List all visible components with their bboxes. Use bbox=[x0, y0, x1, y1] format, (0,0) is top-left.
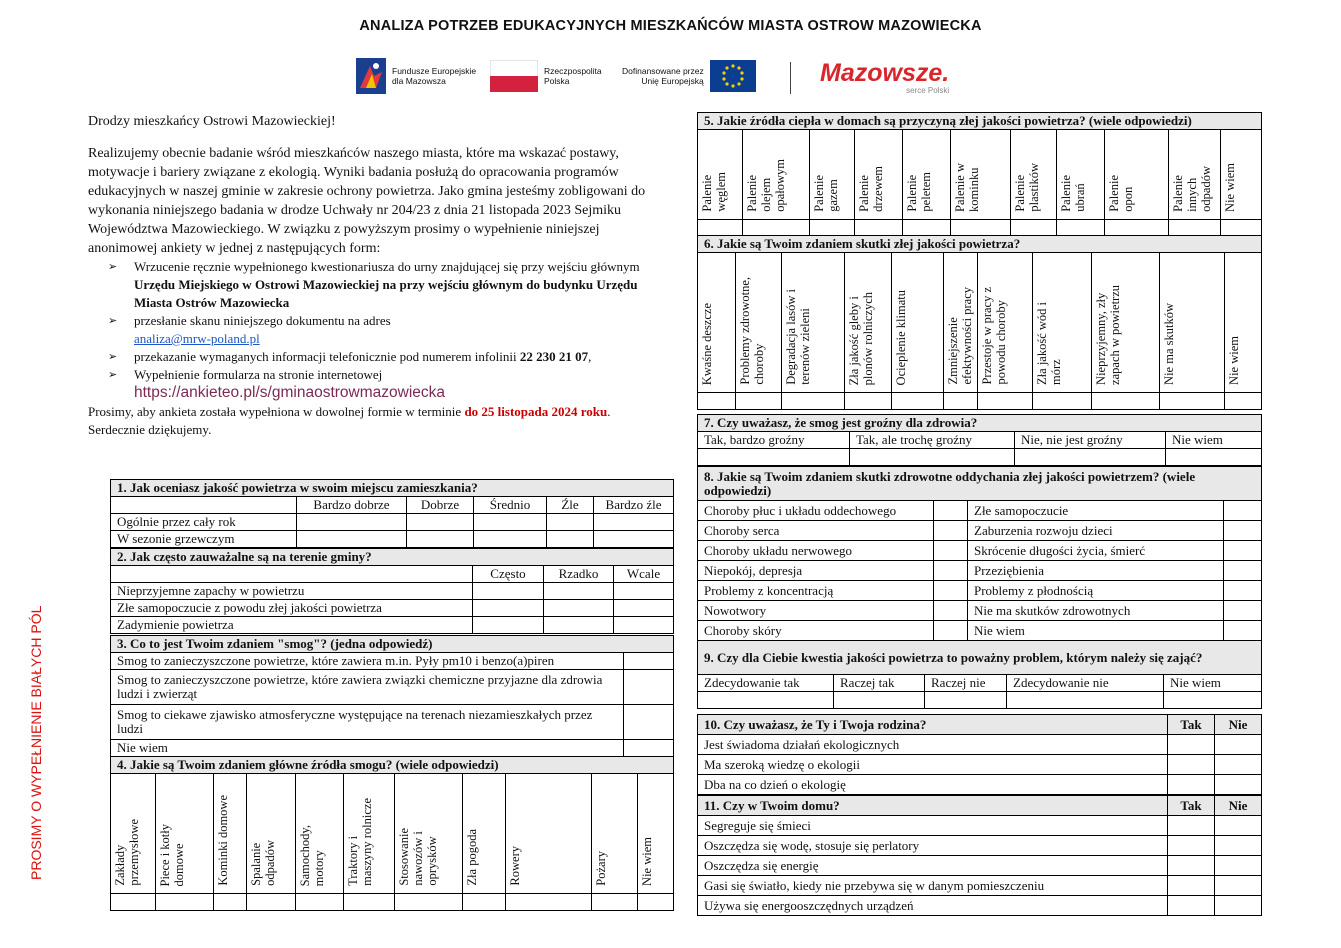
answer-cell[interactable] bbox=[1015, 449, 1166, 466]
answer-cell[interactable] bbox=[1224, 501, 1262, 521]
greeting: Drodzy mieszkańcy Ostrowi Mazowieckiej! bbox=[88, 114, 336, 129]
q6-col: Nie wiem bbox=[1227, 336, 1241, 385]
q6-title: 6. Jakie są Twoim zdaniem skutki złej jakości powietrza? bbox=[698, 236, 1262, 253]
q10-table bbox=[697, 714, 1262, 795]
table-row: Używa się energooszczędnych urządzeń bbox=[698, 896, 1262, 916]
table-row: Ogólnie przez cały rok bbox=[111, 514, 674, 531]
q1-title: 1. Jak oceniasz jakość powietrza w swoim miejscu zamieszkania? bbox=[111, 480, 674, 497]
answer-cell[interactable] bbox=[506, 894, 592, 911]
table-row: Oszczędza się energię bbox=[698, 856, 1262, 876]
q1-col: Dobrze bbox=[407, 497, 474, 514]
answer-cell[interactable] bbox=[855, 220, 903, 237]
q9-option: Raczej tak bbox=[834, 675, 925, 692]
eu-flag-icon bbox=[710, 60, 756, 92]
q5-col: Palenie plastików bbox=[1013, 163, 1041, 212]
answer-cell[interactable] bbox=[473, 600, 544, 617]
answer-row bbox=[698, 220, 1262, 237]
fe-flag-icon bbox=[356, 58, 386, 94]
answer-cell[interactable] bbox=[624, 705, 674, 740]
q3-table bbox=[110, 635, 674, 757]
table-row: Gasi się światło, kiedy nie przebywa się w danym pomieszczeniu bbox=[698, 876, 1262, 896]
q8-table bbox=[697, 466, 1262, 641]
answer-cell[interactable] bbox=[1215, 896, 1262, 916]
q5-col: Palenie węglem bbox=[700, 172, 728, 212]
table-row: Nieprzyjemne zapachy w powietrzu bbox=[111, 583, 674, 600]
logo-bar bbox=[356, 58, 996, 98]
table-row: Nie wiem bbox=[111, 740, 674, 757]
answer-cell[interactable] bbox=[1011, 220, 1057, 237]
table-row: Jest świadoma działań ekologicznych bbox=[698, 735, 1262, 755]
answer-cell[interactable] bbox=[698, 449, 850, 466]
answer-cell[interactable] bbox=[547, 531, 594, 548]
table-row: Nowotwory Nie ma skutków zdrowotnych bbox=[698, 601, 1262, 621]
answer-cell[interactable] bbox=[951, 220, 1011, 237]
answer-cell[interactable] bbox=[698, 393, 736, 410]
table-row: Segreguje się śmieci bbox=[698, 816, 1262, 836]
answer-cell[interactable] bbox=[1092, 393, 1160, 410]
answer-row bbox=[698, 449, 1262, 466]
answer-cell[interactable] bbox=[698, 220, 743, 237]
answer-cell[interactable] bbox=[1215, 775, 1262, 795]
arrow-bullet-icon: ➢ bbox=[108, 261, 118, 273]
answer-cell[interactable] bbox=[1224, 521, 1262, 541]
q4-title: 4. Jakie są Twoim zdaniem główne źródła smogu? (wiele odpowiedzi) bbox=[111, 757, 674, 774]
answer-cell[interactable] bbox=[1007, 692, 1164, 709]
answer-cell[interactable] bbox=[624, 740, 674, 757]
answer-cell[interactable] bbox=[395, 894, 463, 911]
q4-col: Stosowanie nawozów i oprysków bbox=[397, 828, 439, 886]
answer-cell[interactable] bbox=[934, 541, 968, 561]
answer-cell[interactable] bbox=[1033, 393, 1092, 410]
survey-link[interactable]: https://ankieteo.pl/s/gminaostrowmazowiecka bbox=[134, 384, 446, 401]
answer-cell[interactable] bbox=[463, 894, 506, 911]
answer-cell[interactable] bbox=[544, 617, 614, 634]
q9-option: Zdecydowanie nie bbox=[1007, 675, 1164, 692]
answer-cell[interactable] bbox=[407, 514, 474, 531]
q11-table bbox=[697, 795, 1262, 916]
q1-col: Średnio bbox=[474, 497, 547, 514]
intro-body: Realizujemy obecnie badanie wśród mieszkańców naszego miasta, które ma wskazać postawy, motywacje i bariery związane z ekologią. Wyniki badania posłużą do opracowania programów edukacyjnych w naszej gminie w zakresie ochrony powietrza. Jako gmina jesteśmy zobligowani do wykonania niniejszego badania w drodze Uchwały nr 204/23 z dnia 21 listopada 2023 Sejmiku Województwa Mazowieckiego. W związku z powyższym prosimy o wypełnienie niniejszej anonimowej ankiety w jednej z następujących form: bbox=[88, 146, 646, 256]
answer-cell[interactable] bbox=[1168, 876, 1215, 896]
q4-col: Spalanie odpadów bbox=[249, 840, 277, 886]
answer-cell[interactable] bbox=[1224, 561, 1262, 581]
table-row: Choroby skóry Nie wiem bbox=[698, 621, 1262, 641]
q5-col: Palenie olejem opałowym bbox=[745, 159, 787, 212]
answer-cell[interactable] bbox=[934, 601, 968, 621]
table-row: Oszczędza się wodę, stosuje się perlatory bbox=[698, 836, 1262, 856]
q4-col: Samochody, motory bbox=[298, 824, 326, 886]
answer-cell[interactable] bbox=[736, 393, 782, 410]
table-row: Choroby serca Zaburzenia rozwoju dzieci bbox=[698, 521, 1262, 541]
q7-title: 7. Czy uważasz, że smog jest groźny dla zdrowia? bbox=[698, 415, 1262, 432]
side-instruction: PROSIMY O WYPEŁNIENIE BIAŁYCH PÓL bbox=[28, 605, 44, 880]
answer-cell[interactable] bbox=[810, 220, 855, 237]
table-row: Smog to zanieczyszczone powietrze, które zawiera związki chemiczne przyjazne dla zdrowia ludzi i zwierząt bbox=[111, 670, 674, 705]
table-row: Smog to zanieczyszczone powietrze, które zawiera m.in. Pyły pm10 i benzo(a)piren bbox=[111, 653, 674, 670]
q1-table bbox=[110, 479, 674, 548]
q9-title: 9. Czy dla Ciebie kwestia jakości powietrza to poważny problem, którym należy się zająć? bbox=[698, 641, 1262, 675]
answer-cell[interactable] bbox=[624, 653, 674, 670]
answer-cell[interactable] bbox=[934, 501, 968, 521]
answer-cell[interactable] bbox=[698, 692, 834, 709]
no-header: Nie bbox=[1215, 796, 1262, 816]
q9-option: Raczej nie bbox=[925, 675, 1007, 692]
answer-cell[interactable] bbox=[845, 393, 892, 410]
q6-col: Zła jakość gleby i plonów rolniczych bbox=[847, 291, 875, 385]
answer-cell[interactable] bbox=[594, 514, 674, 531]
table-row: Choroby płuc i układu oddechowego Złe samopoczucie bbox=[698, 501, 1262, 521]
answer-cell[interactable] bbox=[850, 449, 1015, 466]
table-row: Dba na co dzień o ekologię bbox=[698, 775, 1262, 795]
answer-cell[interactable] bbox=[1057, 220, 1105, 237]
q5-col: Palenie w kominku bbox=[953, 163, 981, 212]
arrow-bullet-icon: ➢ bbox=[108, 369, 118, 381]
answer-row bbox=[111, 894, 674, 911]
answer-cell[interactable] bbox=[1166, 449, 1262, 466]
document-title: ANALIZA POTRZEB EDUKACYJNYCH MIESZKAŃCÓW MIASTA OSTROW MAZOWIECKA bbox=[359, 18, 982, 34]
answer-cell[interactable] bbox=[782, 393, 845, 410]
no-header: Nie bbox=[1215, 715, 1262, 735]
q6-col: Nie ma skutków bbox=[1162, 303, 1176, 385]
q4-col: Zakłady przemysłowe bbox=[113, 819, 141, 886]
method-phone: ➢ przekazanie wymaganych informacji telefonicznie pod numerem infolinii 22 230 21 07, bbox=[108, 349, 592, 364]
q5-col: Palenie drzewem bbox=[857, 166, 885, 212]
q1-col: Bardzo źle bbox=[594, 497, 674, 514]
q8-title: 8. Jakie są Twoim zdaniem skutki zdrowotne oddychania złej jakości powietrzem? (wiele odpowiedzi) bbox=[698, 467, 1262, 501]
arrow-bullet-icon: ➢ bbox=[108, 351, 118, 363]
q7-table bbox=[697, 414, 1262, 466]
q5-col: Palenie ubrań bbox=[1059, 175, 1087, 212]
mazowsze-logo: Mazowsze. serce Polski bbox=[820, 59, 950, 95]
yes-header: Tak bbox=[1168, 796, 1215, 816]
answer-cell[interactable] bbox=[614, 600, 674, 617]
table-row: Ma szeroką wiedzę o ekologii bbox=[698, 755, 1262, 775]
q5-table bbox=[697, 112, 1262, 237]
answer-cell[interactable] bbox=[925, 692, 1007, 709]
answer-cell[interactable] bbox=[1105, 220, 1169, 237]
q9-option: Zdecydowanie tak bbox=[698, 675, 834, 692]
q4-col: Traktory i maszyny rolnicze bbox=[346, 798, 374, 886]
q2-table bbox=[110, 548, 674, 634]
answer-cell[interactable] bbox=[594, 531, 674, 548]
q9-option: Nie wiem bbox=[1164, 675, 1262, 692]
answer-cell[interactable] bbox=[1160, 393, 1225, 410]
q6-col: Zmniejszenie efektywności pracy bbox=[946, 287, 974, 385]
answer-cell[interactable] bbox=[474, 531, 547, 548]
answer-cell[interactable] bbox=[834, 692, 925, 709]
answer-cell[interactable] bbox=[1168, 896, 1215, 916]
answer-cell[interactable] bbox=[1168, 755, 1215, 775]
closing: Prosimy, aby ankieta została wypełniona w dowolnej formie w terminie do 25 listopada 2024 roku. Serdecznie dziękujemy. bbox=[88, 404, 611, 437]
table-row: Choroby układu nerwowego Skrócenie długości życia, śmierć bbox=[698, 541, 1262, 561]
answer-cell[interactable] bbox=[547, 514, 594, 531]
answer-cell[interactable] bbox=[934, 581, 968, 601]
answer-cell[interactable] bbox=[1224, 581, 1262, 601]
rp-logo: Rzeczpospolita Polska bbox=[490, 60, 602, 92]
pl-flag-icon bbox=[490, 60, 538, 92]
answer-cell[interactable] bbox=[1225, 393, 1262, 410]
q7-option: Tak, ale trochę groźny bbox=[850, 432, 1015, 449]
method-web: ➢ Wypełnienie formularza na stronie internetowej https://ankieteo.pl/s/gminaostrowmazowiecka bbox=[108, 367, 446, 401]
answer-cell[interactable] bbox=[1215, 755, 1262, 775]
answer-cell[interactable] bbox=[614, 617, 674, 634]
answer-cell[interactable] bbox=[296, 894, 344, 911]
answer-cell[interactable] bbox=[903, 220, 951, 237]
answer-cell[interactable] bbox=[1224, 621, 1262, 641]
answer-cell[interactable] bbox=[624, 670, 674, 705]
arrow-bullet-icon: ➢ bbox=[108, 315, 118, 327]
q6-col: Problemy zdrowotne, choroby bbox=[738, 277, 766, 385]
q4-col: Nie wiem bbox=[640, 837, 654, 886]
answer-cell[interactable] bbox=[1224, 541, 1262, 561]
answer-cell[interactable] bbox=[1168, 735, 1215, 755]
answer-cell[interactable] bbox=[111, 894, 156, 911]
answer-cell[interactable] bbox=[1224, 601, 1262, 621]
method-urn: ➢ Wrzucenie ręcznie wypełnionego kwestionariusza do urny znajdującej się przy wejściu głównym Urzędu Miejskiego w Ostrowi Mazowieckiej na przy wejściu głównym do budynku Urzędu Miasta Ostrów Mazowiecka bbox=[108, 259, 640, 310]
table-row: W sezonie grzewczym bbox=[111, 531, 674, 548]
answer-cell[interactable] bbox=[934, 561, 968, 581]
q4-table bbox=[110, 756, 674, 911]
q4-col: Kominki domowe bbox=[216, 795, 230, 886]
table-row: Smog to ciekawe zjawisko atmosferyczne występujące na terenach niezamieszkałych przez ludzi bbox=[111, 705, 674, 740]
q1-col: Bardzo dobrze bbox=[297, 497, 407, 514]
answer-cell[interactable] bbox=[743, 220, 810, 237]
email-link[interactable]: analiza@mrw-poland.pl bbox=[134, 331, 260, 346]
q3-title: 3. Co to jest Twoim zdaniem "smog"? (jedna odpowiedź) bbox=[111, 636, 674, 653]
answer-cell[interactable] bbox=[1164, 692, 1262, 709]
answer-cell[interactable] bbox=[473, 583, 544, 600]
answer-cell[interactable] bbox=[156, 894, 214, 911]
q6-col: Degradacja lasów i terenów zieleni bbox=[784, 289, 812, 385]
q6-col: Ocieplenie klimatu bbox=[894, 289, 908, 385]
q2-title: 2. Jak często zauważalne są na terenie gminy? bbox=[111, 549, 674, 566]
answer-cell[interactable] bbox=[934, 521, 968, 541]
answer-row bbox=[698, 393, 1262, 410]
answer-cell[interactable] bbox=[614, 583, 674, 600]
answer-cell[interactable] bbox=[1215, 836, 1262, 856]
answer-cell[interactable] bbox=[1168, 836, 1215, 856]
q6-col: Nieprzyjemny, zły zapach w powietrzu bbox=[1094, 285, 1122, 385]
q4-col: Rowery bbox=[508, 846, 522, 886]
answer-cell[interactable] bbox=[978, 393, 1033, 410]
q1-col: Źle bbox=[547, 497, 594, 514]
q5-col: Palenie peletem bbox=[905, 172, 933, 212]
table-row: Złe samopoczucie z powodu złej jakości powietrza bbox=[111, 600, 674, 617]
submission-methods bbox=[88, 258, 653, 402]
q4-col: Zła pogoda bbox=[465, 829, 479, 886]
method-email: ➢ przesłanie skanu niniejszego dokumentu na adres analiza@mrw-poland.pl bbox=[108, 313, 391, 346]
answer-cell[interactable] bbox=[344, 894, 395, 911]
table-row: Problemy z koncentracją Problemy z płodnością bbox=[698, 581, 1262, 601]
answer-cell[interactable] bbox=[297, 531, 407, 548]
q9-table bbox=[697, 640, 1262, 709]
answer-cell[interactable] bbox=[638, 894, 674, 911]
answer-cell[interactable] bbox=[934, 621, 968, 641]
answer-cell[interactable] bbox=[474, 514, 547, 531]
answer-cell[interactable] bbox=[544, 583, 614, 600]
logo-divider bbox=[790, 62, 791, 94]
ue-logo: Dofinansowane przez Unię Europejską bbox=[622, 60, 756, 92]
q6-col: Zła jakość wód i mórz bbox=[1035, 302, 1063, 385]
q5-col: Palenie innych odpadów bbox=[1171, 166, 1213, 212]
table-row: Zadymienie powietrza bbox=[111, 617, 674, 634]
answer-row bbox=[698, 692, 1262, 709]
answer-cell[interactable] bbox=[247, 894, 296, 911]
answer-cell[interactable] bbox=[1221, 220, 1262, 237]
answer-cell[interactable] bbox=[944, 393, 978, 410]
q7-option: Nie, nie jest groźny bbox=[1015, 432, 1166, 449]
q2-col: Rzadko bbox=[544, 566, 614, 583]
q4-col: Piece i kotły domowe bbox=[158, 823, 186, 886]
answer-cell[interactable] bbox=[1215, 876, 1262, 896]
fe-logo: Fundusze Europejskie dla Mazowsza bbox=[356, 58, 476, 94]
answer-cell[interactable] bbox=[1215, 856, 1262, 876]
answer-cell[interactable] bbox=[1169, 220, 1221, 237]
answer-cell[interactable] bbox=[297, 514, 407, 531]
q6-table bbox=[697, 235, 1262, 410]
q2-col: Wcale bbox=[614, 566, 674, 583]
q11-title: 11. Czy w Twoim domu? bbox=[698, 796, 1168, 816]
q5-col: Palenie opon bbox=[1107, 175, 1135, 212]
answer-cell[interactable] bbox=[544, 600, 614, 617]
intro-section bbox=[88, 112, 653, 439]
answer-cell[interactable] bbox=[892, 393, 944, 410]
answer-cell[interactable] bbox=[1168, 775, 1215, 795]
yes-header: Tak bbox=[1168, 715, 1215, 735]
answer-cell[interactable] bbox=[592, 894, 638, 911]
answer-cell[interactable] bbox=[1168, 856, 1215, 876]
answer-cell[interactable] bbox=[1168, 816, 1215, 836]
answer-cell[interactable] bbox=[473, 617, 544, 634]
q5-col: Nie wiem bbox=[1223, 163, 1237, 212]
q10-title: 10. Czy uważasz, że Ty i Twoja rodzina? bbox=[698, 715, 1168, 735]
q2-col: Często bbox=[473, 566, 544, 583]
table-row: Niepokój, depresja Przeziębienia bbox=[698, 561, 1262, 581]
q6-col: Przestoje w pracy z powodu choroby bbox=[980, 287, 1008, 385]
q5-title: 5. Jakie źródła ciepła w domach są przyczyną złej jakości powietrza? (wiele odpowiedzi) bbox=[698, 113, 1262, 130]
answer-cell[interactable] bbox=[1215, 816, 1262, 836]
q4-col: Pożary bbox=[594, 851, 608, 886]
answer-cell[interactable] bbox=[214, 894, 247, 911]
q7-option: Nie wiem bbox=[1166, 432, 1262, 449]
q7-option: Tak, bardzo groźny bbox=[698, 432, 850, 449]
answer-cell[interactable] bbox=[1215, 735, 1262, 755]
answer-cell[interactable] bbox=[407, 531, 474, 548]
q5-col: Palenie gazem bbox=[812, 175, 840, 212]
q6-col: Kwaśne deszcze bbox=[700, 302, 714, 385]
